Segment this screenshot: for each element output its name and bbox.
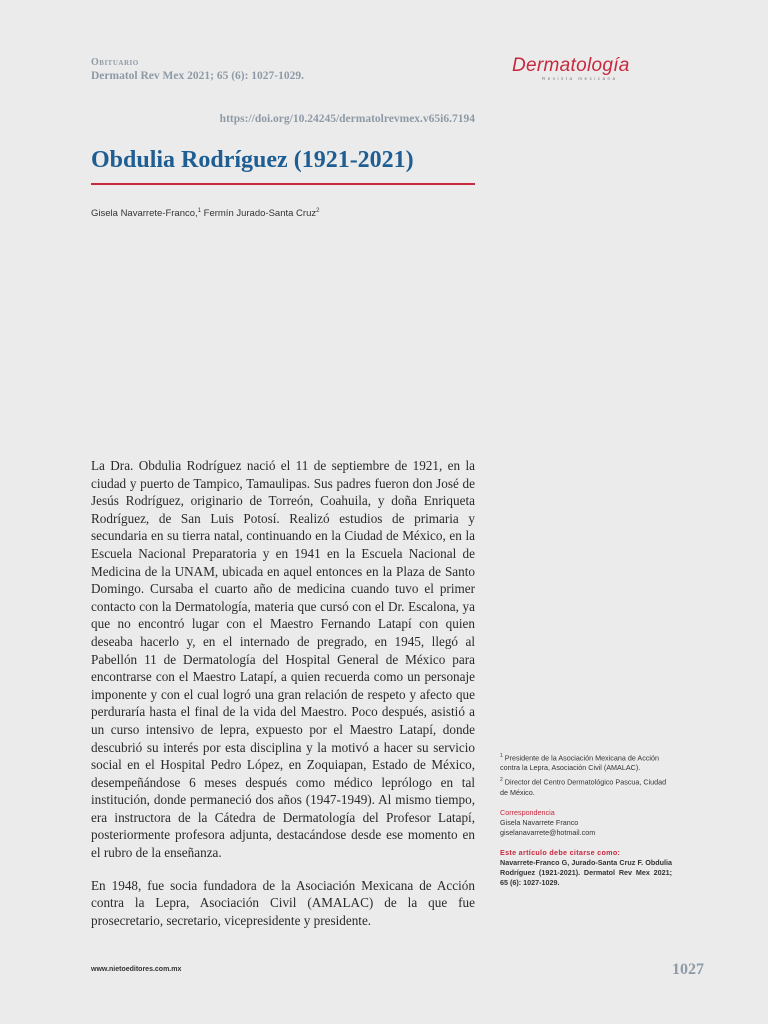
- citation-text: Navarrete-Franco G, Jurado-Santa Cruz F. Obdulia Rodríguez (1921-2021). Dermatol Rev Mex 2021; 65 (6): 1027-1029.: [500, 857, 672, 887]
- section-label: Obituario: [91, 57, 139, 68]
- page-number: 1027: [672, 961, 704, 978]
- affiliation-note: [500, 751, 672, 773]
- correspondence-name: Gisela Navarrete Franco: [500, 817, 579, 827]
- logo-wordmark: Dermatología: [512, 55, 630, 76]
- correspondence-heading: Correspondencia: [500, 807, 555, 817]
- correspondence-email[interactable]: giselanavarrete@hotmail.com: [500, 827, 596, 837]
- affiliation-text: Presidente de la Asociación Mexicana de Acción contra la Lepra, Asociación Civil (AMALAC).: [500, 753, 660, 773]
- author-name: Fermín Jurado-Santa Cruz: [201, 208, 317, 220]
- affiliation-marker: 1: [500, 753, 503, 759]
- author-affiliation-marker: 2: [316, 208, 320, 214]
- body-paragraph: En 1948, fue socia fundadora de la Asociación Mexicana de Acción contra la Lepra, Asociación Civil (AMALAC) de la que fue prosecretario, secretario, vicepresidente y presidente.: [91, 877, 475, 928]
- affiliation-text: Director del Centro Dermatológico Pascua, Ciudad de México.: [500, 777, 667, 797]
- doi-link[interactable]: https://doi.org/10.24245/dermatolrevmex.v65i6.7194: [219, 113, 475, 125]
- author-list: [91, 208, 319, 219]
- citation-heading: Este artículo debe citarse como:: [500, 847, 621, 857]
- publisher-url[interactable]: www.nietoeditores.com.mx: [91, 966, 182, 973]
- affiliation-note: [500, 775, 672, 797]
- logo-tagline: Revista mexicana: [542, 76, 618, 81]
- affiliation-marker: 2: [500, 777, 503, 784]
- body-paragraph: La Dra. Obdulia Rodríguez nació el 11 de septiembre de 1921, en la ciudad y puerto de Tampico, Tamaulipas. Sus padres fueron don José de Jesús Rodríguez, originario de Torreón, Coahuila, y doña Enriqueta Rodríguez, de San Luis Potosí. Realizó estudios de primaria y secundaria en su tierra natal, continuando en la Ciudad de México, en la Escuela Nacional Preparatoria y en 1941 en la Escuela Nacional de Medicina de la UNAM, ubicada en aquel entonces en la Plaza de Santo Domingo. Cursaba el cuarto año de medicina cuando tuvo el primer contacto con la Dermatología, materia que cursó con el Dr. Escalona, ya que no encontró lugar con el Maestro Fernando Latapí con quien deseaba hacerlo y, en el internado de pregrado, en 1945, llegó al Pabellón 11 de Dermatología del Hospital General de México para encontrarse con el Maestro Latapí, a quien recuerda como un personaje imponente y con el cual logró una gran relación de respeto y afecto que perduraría hasta el final de la vida del Maestro. Poco después, asistió a un curso intensivo de lepra, expuesto por el Maestro Latapí, donde descubrió su interés por esta disciplina y la motivó a hacer su servicio social en el Hospital Pedro López, en Zoquiapan, Estado de México, desempeñándose 6 meses después como médico leprólogo en tal institución, donde permaneció dos años (1947-1949). Al mismo tiempo, era instructora de la Cátedra de Dermatología del Profesor Latapí, posteriormente profesora adjunta, destacándose desde ese momento en el rubro de la enseñanza.: [91, 458, 475, 861]
- article-title: Obdulia Rodríguez (1921-2021): [91, 147, 414, 173]
- article-body: [91, 457, 475, 944]
- journal-logo: [512, 55, 672, 81]
- author-name: Gisela Navarrete-Franco,: [91, 208, 198, 220]
- author-affiliation-marker: 1: [197, 208, 201, 214]
- journal-citation: Dermatol Rev Mex 2021; 65 (6): 1027-1029.: [91, 70, 305, 82]
- title-divider: [91, 183, 475, 185]
- article-sidebar: [500, 751, 672, 888]
